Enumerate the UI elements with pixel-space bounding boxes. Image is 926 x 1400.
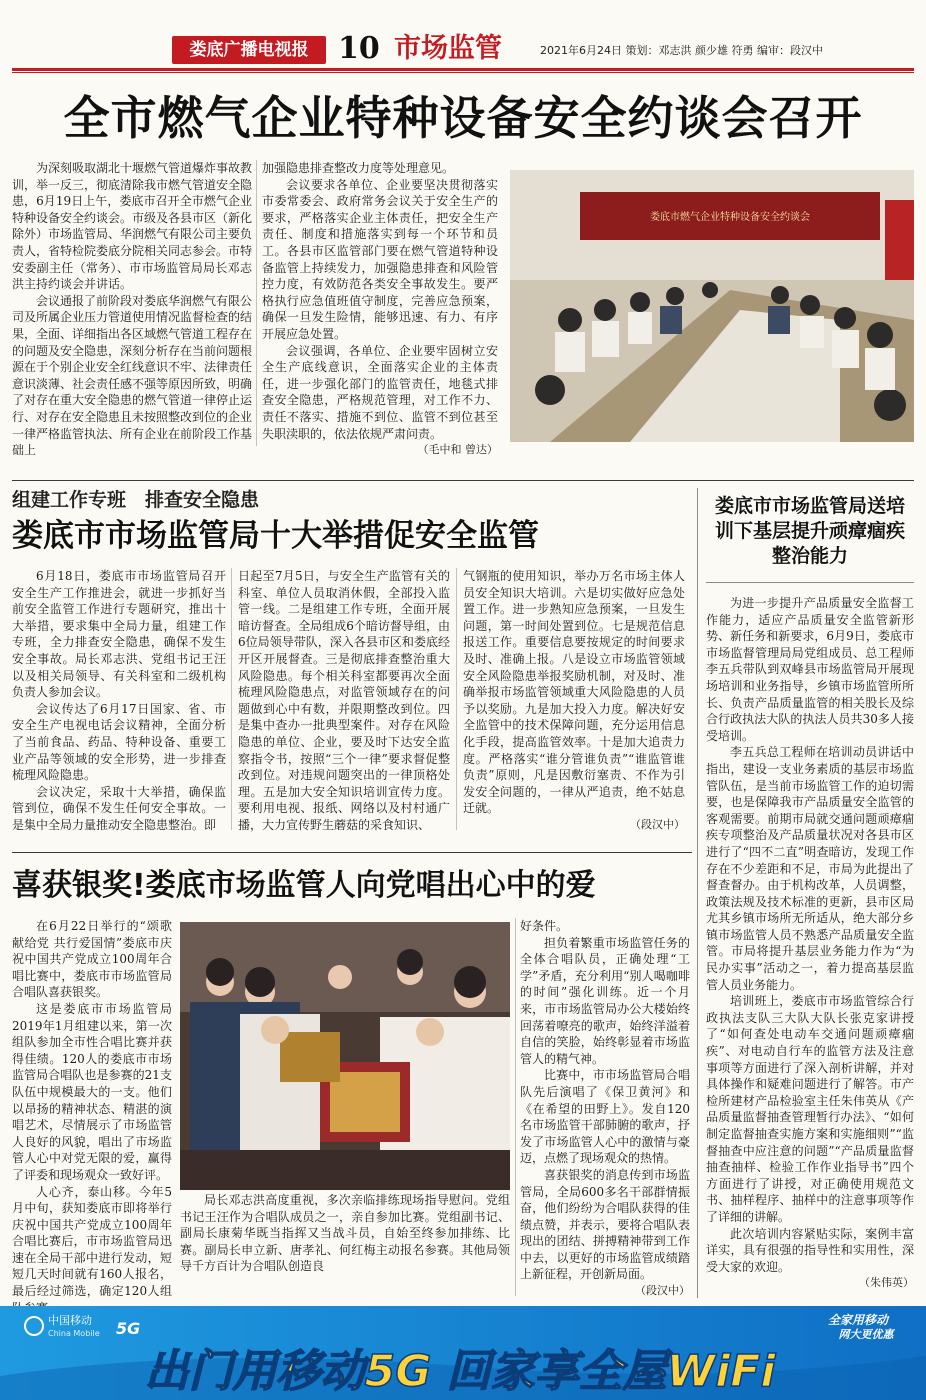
column-divider [456, 568, 457, 830]
ad-brand-en: China Mobile [48, 1329, 100, 1338]
photo-banner-text: 娄底市燃气企业特种设备安全约谈会 [650, 212, 810, 223]
article3-column-3 [520, 918, 690, 1300]
header-rule-thin [12, 72, 914, 73]
paragraph: 人心齐，泰山移。今年5月中旬，获知娄底市即将举行庆祝中国共产党成立100周年合唱比赛后，市市场监管局迅速在全局干部中进行发动，短短几天时间就有160人报名，最后经过筛选，确定120人组 [12, 1184, 172, 1299]
award-photo [180, 922, 510, 1190]
side-headline: 娄底市市场监管局送培训下基层提升顽瘴痼疾整治能力 [714, 495, 905, 567]
paragraph: 在6月22日举行的“颂歌献给党 共行爱国情”娄底市庆祝中国共产党成立100周年合唱比赛中，娄底市市场监管局合唱队喜获银奖。 [12, 919, 172, 1000]
paragraph: 担负着繁重市场监管任务的全体合唱队员，正确处理“工学”矛盾，充分利用“别人喝咖啡的时间”强化训练。近一个月来，市市场监管局办公大楼始终回荡着嘹亮的歌声，始终洋溢着自信的笑脸，始终彰显着市场监管人的精气神。 [520, 935, 690, 1066]
ad-banner [0, 1306, 926, 1400]
column-divider [231, 568, 232, 830]
article2-column-2 [238, 568, 450, 834]
ad-brand-cn: 中国移动 [48, 1314, 92, 1327]
paragraph: 6月18日，娄底市市场监管局召开安全生产工作推进会，就进一步抓好当前安全监管工作进行专题研究，推出十大举措，要求集中全局力量，组建工作专班，全力排查安全隐患，确保不发生安全事故。局长邓志洪、党组书记王汪以及相关局领导、有关科室和二级机构负责人参加会议。 [12, 569, 226, 700]
side-body [706, 595, 914, 1292]
paragraph: 比赛中，市市场监管局合唱队先后演唱了《保卫黄河》和《在希望的田野上》。发自120名市场监管干部肺腑的歌声，抒发了市场监管人心中的激情与豪迈，点燃了现场观众的热情。 [520, 1068, 690, 1166]
paragraph: 气钢瓶的使用知识，举办万名市场主体人员安全知识大培训。六是切实做好应急处置工作。进一步熟知应急预案，一旦发生问题，第一时间处置到位。七是规范信息报送工作。重要信息要按规定的时间要求及时、准确上报。八是设立市场监管领域安全风险隐患举报奖励机制，对及时、准确举报市场监管领域重大风险隐患的人员予以奖励。九是加大投入力度。解决好安全监管中的技术保障问题，充分运用信息化手段，提高监管效率。十是加大追责力度。严格落实“谁分管谁负责”“谁监管谁负责”原则，凡是因敷衍塞责、不作为引发安全问题的，一律从严追责，绝不姑息迁就。 [463, 569, 685, 816]
section-divider [12, 480, 914, 481]
article3-column-1 [12, 918, 172, 1316]
article1-headline: 全市燃气企业特种设备安全约谈会召开 [63, 91, 863, 145]
meeting-photo [510, 170, 914, 442]
issue-info: 2021年6月24日 策划：邓志洪 颜少雄 符勇 编审：段汉中 [540, 44, 823, 57]
paragraph: 会议传达了6月17日国家、省、市安全生产电视电话会议精神，全面分析了当前食品、药品、特种设备、重要工业产品等领域的安全形势，进一步排查梳理风险隐患。 [12, 701, 226, 783]
article2-kicker: 组建工作专班 排查安全隐患 [12, 489, 260, 511]
article1-byline: （毛中和 曾达） [417, 443, 498, 457]
ad-tagline-1: 全家用移动 [827, 1313, 889, 1327]
paragraph: 加强隐患排查整改力度等处理意见。 [262, 161, 455, 175]
article3-byline: （段汉中） [635, 1284, 690, 1298]
paragraph: 会议强调，各单位、企业要牢固树立安全生产底线意识，全面落实企业的主体责任，进一步强化部门的监管责任，地毯式排查安全隐患，严格规范管理，对工作不力、责任不落实、措施不到位、监管不到位甚至失职渎职的，依法依规严肃问责。 [262, 343, 498, 441]
column-divider [256, 160, 257, 446]
article2-column-3 [463, 568, 685, 834]
article2-column-1 [12, 568, 226, 834]
paragraph: 培训班上，娄底市市场监管综合行政执法支队三大队大队长张克家讲授了“如何查处电动车交通问题顽瘴痼疾”、对电动自行车的监管方法及注意事项等方面进行了深入剖析讲解，并对具体操作和疑难问题进行了解答。市产检所建材产品检验室主任朱伟英从《产品质量监督抽查管理暂行办法》、“如何制定监督抽查实施方案和实施细则”“监督抽查中应注意的问题”“产品质量监督抽查抽样、检验工作作业指导书”四个方面进行了讲授，对正确使用规范文书、抽样程序、抽样中的注意事项等作了详细的讲解。 [706, 994, 914, 1224]
paragraph: 为进一步提升产品质量安全监督工作能力，适应产品质量安全监管新形势、新任务和新要求，6月9日，娄底市市场监督管理局局党组成员、总工程师李五兵带队到双峰县市场监管局开展现场培训和业务指导，乡镇市场监管所所长、负责产品质量监管的相关股长及综合行政执法大队的执法人员共30多人接受培训。 [706, 596, 914, 743]
paragraph: 会议要求各单位、企业要坚决贯彻落实市委常委会、政府常务会议关于安全生产的要求，严格落实企业主体责任，把安全生产责任、制度和措施落实到每一个环节和员工。各县市区监管部门要在燃气管道特种设备监管上持续发力，加强隐患排查和风险管控力度，有效防范各类安全事故发生。要严格执行应急值班值守制度，完善应急预案，确保一旦发生险情，能够迅速、有力、有序开展应急处置。 [262, 177, 498, 341]
paper-name: 娄底广播电视报 [172, 36, 326, 64]
header-rule [12, 68, 914, 71]
meeting-photo-illustration [510, 170, 914, 442]
article1-column-1 [12, 160, 252, 459]
page-number: 10 [338, 31, 380, 66]
section-divider [12, 852, 692, 853]
ad-5g-badge: 5G [116, 1319, 141, 1338]
paragraph: 这是娄底市市场监管局2019年1月组建以来，第一次组队参加全市性合唱比赛并获得佳绩。120人的娄底市市场监管局合唱队也是参赛的21支队伍中规模最大的一支。他们以昂扬的精神状态、精湛的演唱艺术，尽情展示了市场监管人良好的风貌，唱出了市场监管人心中对党无限的爱，赢得了评委和现场观众一致好评。 [12, 1001, 172, 1182]
paragraph: 为深刻吸取湖北十堰燃气管道爆炸事故教训，举一反三，彻底清除我市燃气管道安全隐患，6月19日上午，娄底市召开全市燃气企业特种设备安全约谈会。市级及各县市区（新化除外）市场监管局、华润燃气有限公司主要负责人，省特检院娄底分院相关同志参会。市特安委副主任（常务）、市市场监管局局长邓志洪主持约谈会并讲话。 [12, 161, 253, 292]
article2-headline: 娄底市市场监管局十大举措促安全监管 [12, 518, 539, 554]
side-byline: （朱伟英） [859, 1276, 914, 1290]
ad-slogan: 出门用移动5G 回家享全屋WiFi [144, 1346, 776, 1397]
article1-column-2 [262, 160, 498, 459]
column-divider [515, 918, 516, 1296]
paragraph: 日起至7月5日，与安全生产监管有关的科室、单位人员取消休假，全部投入监管一线。二是组建工作专班，全面开展暗访督查。全局组成6个暗访督导组，由6位局领导带队，深入各县市区和娄底经开区开展督查。三是彻底排查整治重大风险隐患。每个相关科室都要再次全面梳理风险隐患点，对监管领域存在的问题做到心中有数，并限期整改到位。四是集中查办一批典型案件。对存在风险隐患的单位、企业，要及时下达安全监察指令书，按照“三个一律”要求督促整改到位。对违规问题突出的一律顶格处理。五是加大安全知识培训宣传力度。要利用电视、报纸、网络以及村村通广播，大力宣传野生蘑菇的采食知识、 [238, 569, 450, 832]
award-photo-illustration [180, 922, 510, 1190]
article3-headline: 喜获银奖!娄底市场监管人向党唱出心中的爱 [12, 868, 596, 903]
paragraph: 会议决定，采取十大举措，确保监管到位，确保不发生任何安全事故。一是集中全局力量推动安全隐患整治。即 [12, 784, 226, 832]
article2-byline: （段汉中） [630, 817, 685, 831]
paragraph: 会议通报了前阶段对娄底华润燃气有限公司及所属企业压力管道使用情况监督检查的结果，全面、详细指出各区域燃气管道工程存在的问题及安全隐患，深刻分析存在当前问题根源在于个别企业安全红线意识不牢、法律责任意识淡薄、社会责任感不强等原因所致，明确了对存在重大安全隐患的燃气管道一律停止运行、对存在安全隐患且未按照整改到位的企业一律严格监管执法、所有企业在前阶段工作基础上 [12, 293, 253, 458]
paragraph: 局长邓志洪高度重视，多次亲临排练现场指导慰问。党组书记王汪作为合唱队成员之一，亲自参加比赛。党组副书记、副局长康菊华既当指挥又当战斗员，自始至终参加排练、比赛。副局长申立新、唐孝礼、何红梅主动报名参赛。其他局领导千方百计为合唱队创造良 [180, 1193, 510, 1274]
sidebar-divider [697, 488, 698, 1298]
ad-tagline-2: 网大更优惠 [838, 1328, 894, 1341]
paragraph: 此次培训内容紧贴实际，案例丰富详实，具有很强的指导性和实用性，深受大家的欢迎。 [706, 1226, 914, 1274]
paragraph: 喜获银奖的消息传到市场监管局，全局600多名干部群情振奋，他们纷纷为合唱队获得的佳绩点赞，并表示，要将合唱队表现出的团结、拼搏精神带到工作中去，以更好的市场监管成绩踏上新征程，开创新局面。 [520, 1167, 690, 1282]
paragraph: 好条件。 [520, 919, 569, 933]
side-rule [706, 582, 914, 583]
paragraph: 李五兵总工程师在培训动员讲话中指出，建设一支业务素质的基层市场监管队伍，是当前市场监管工作的迫切需要，也是保障我市产品质量安全监管的客观需要。前期市局就交通问题顽瘴痼疾专项整治及产品质量状况对各县市区进行了“四不二直”明查暗访，发现工作存在不少差距和不足，市局为此提出了督查督办。由于机构改革，人员调整，政策法规及技术标准的更新，县市区局尤其乡镇市场所无所适从，绝大部分乡镇市场监管人员不熟悉产品质量安全监管。市局将提升基层业务能力作为“为民办实事”活动之一，着力提高基层监管人员业务能力。 [706, 745, 914, 992]
article3-column-2 [180, 1192, 510, 1275]
china-mobile-ad[interactable] [0, 1306, 926, 1400]
section-name: 市场监管 [394, 33, 502, 64]
